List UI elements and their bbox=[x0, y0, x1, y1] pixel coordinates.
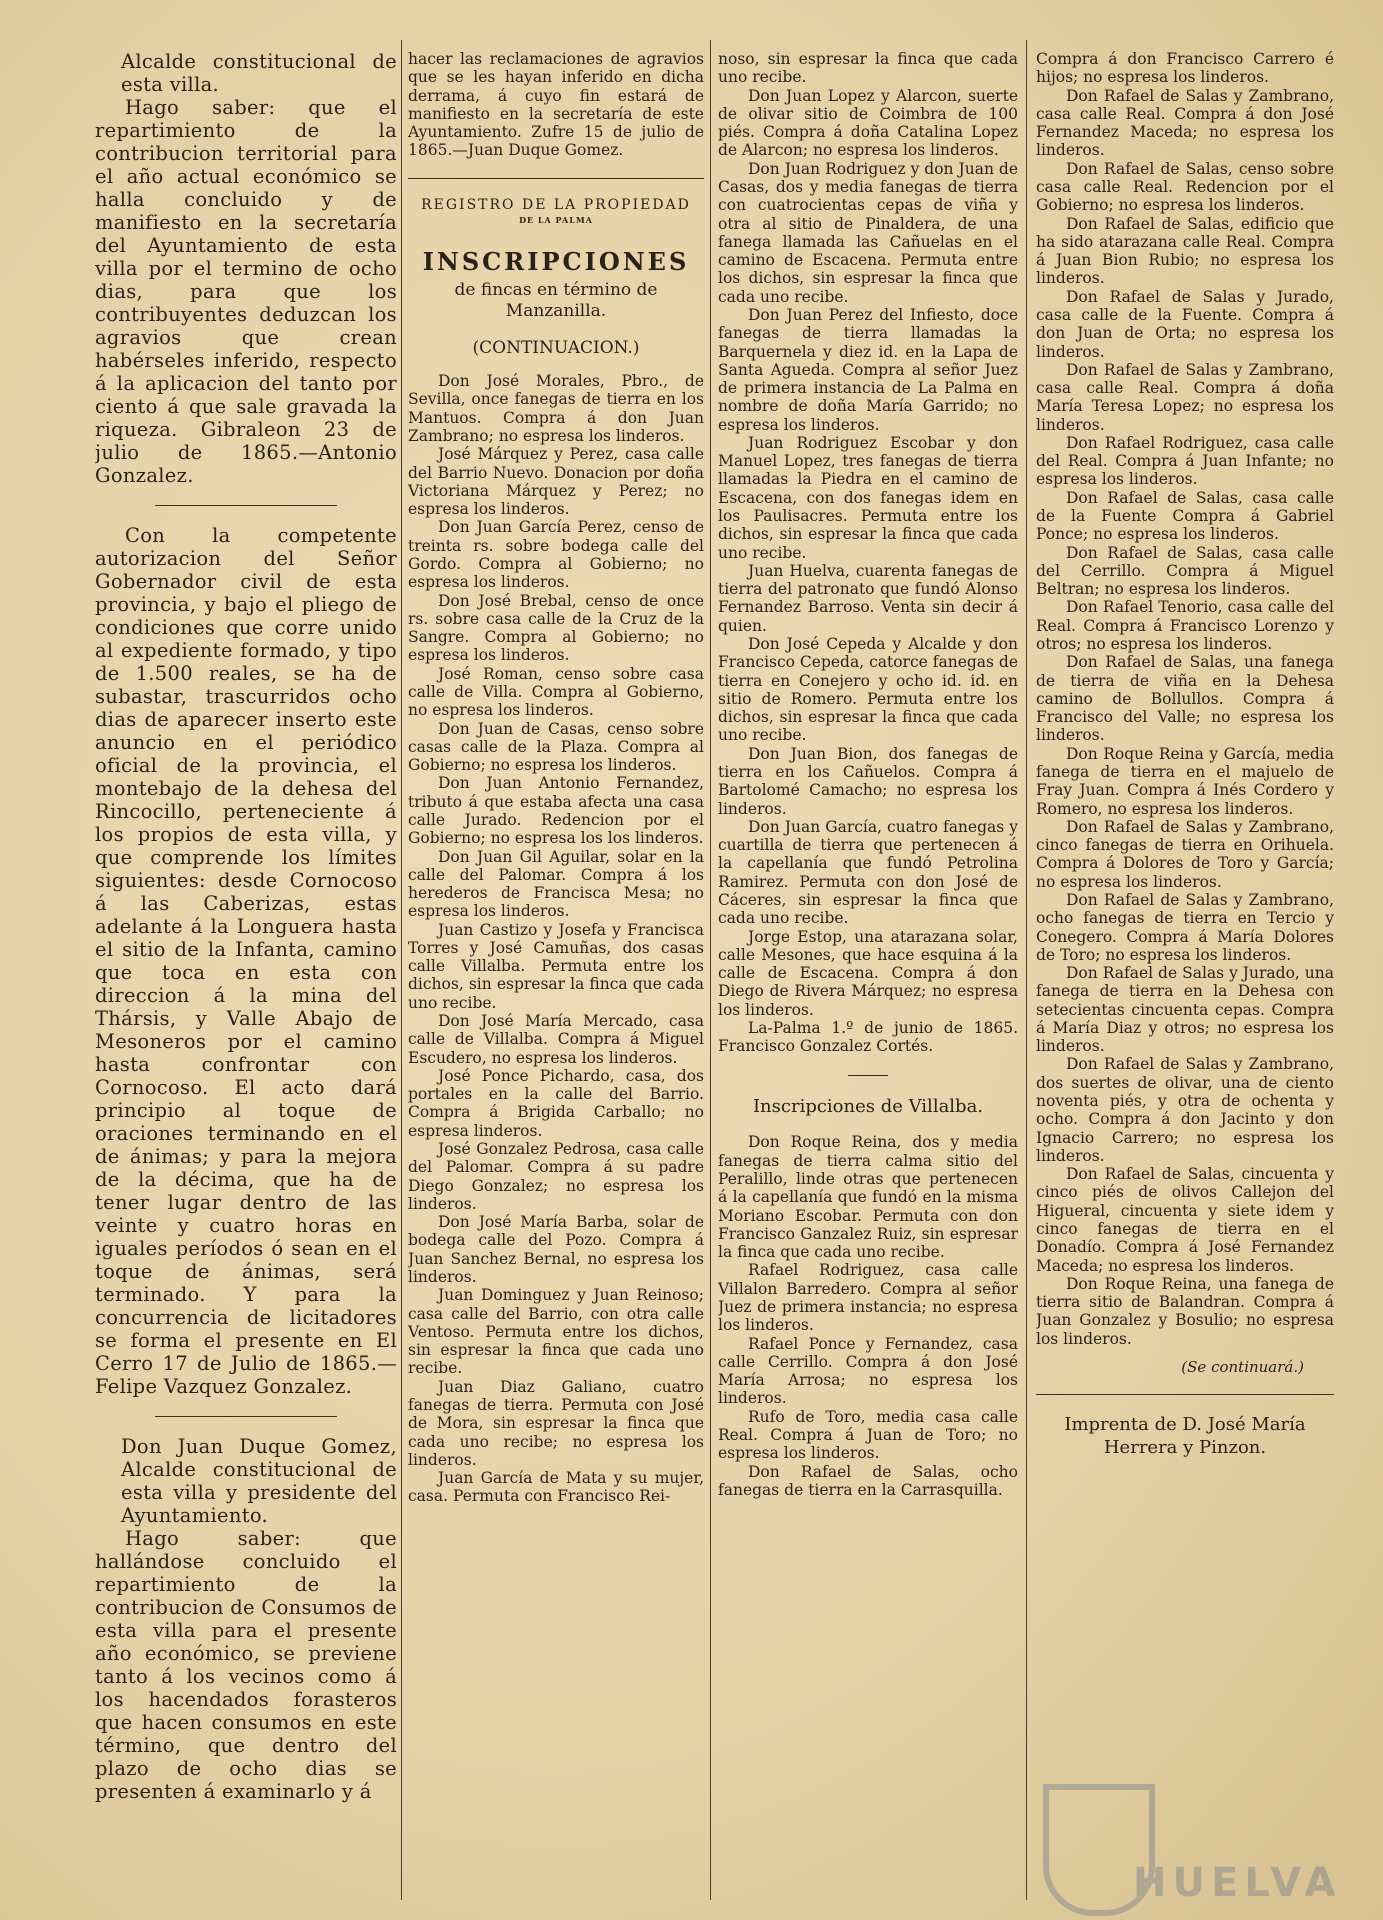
list-item: Compra á don Francisco Carrero é hijos; no espresa los linderos. bbox=[1036, 50, 1334, 87]
continuacion-label: (CONTINUACION.) bbox=[472, 338, 640, 359]
list-item: Don Rafael de Salas, casa calle de la Fuente Compra á Gabriel Ponce; no espresa los linderos. bbox=[1036, 488, 1334, 544]
list-item: Juan Dominguez y Juan Reinoso; casa calle del Barrio, con otra calle Ventoso. Permuta entre los dichos, sin espresar la finca que cada uno recibe. bbox=[408, 1286, 704, 1378]
column-4 bbox=[1036, 50, 1334, 1890]
list-item: Don Juan Antonio Fernandez, tributo á que estaba afecta una casa calle Jurado. Redencion por el Gobierno; no espresa los los linderos. bbox=[408, 774, 704, 848]
imprenta-line-2: Herrera y Pinzon. bbox=[1103, 1437, 1267, 1459]
list-item: Don Rafael de Salas y Zambrano, casa calle Real. Compra á doña María Teresa Lopez; no espresa los linderos. bbox=[1036, 360, 1334, 434]
registro-title: REGISTRO DE LA PROPIEDAD bbox=[421, 196, 691, 213]
column-rule bbox=[710, 40, 711, 1900]
list-item: Don Juan Bion, dos fanegas de tierra en los Cañuelos. Compra á Bartolomé Camacho; no espresa los linderos. bbox=[718, 744, 1018, 818]
list-item: Rufo de Toro, media casa calle Real. Compra á Juan de Toro; no espresa los linderos. bbox=[718, 1407, 1018, 1463]
list-item: Don Rafael de Salas y Zambrano, cinco fanegas de tierra en Orihuela. Compra á Dolores de Toro y García; no espresa los linderos. bbox=[1036, 817, 1334, 891]
list-item: José Gonzalez Pedrosa, casa calle del Palomar. Compra á su padre Diego Gonzalez; no espresa los linderos. bbox=[408, 1140, 704, 1213]
list-item: Don Juan Lopez y Alarcon, suerte de olivar sitio de Coimbra de 100 piés. Compra á doña Catalina Lopez de Alarcon; no espresa los linderos. bbox=[718, 86, 1018, 160]
list-item: Don Juan Rodriguez y don Juan de Casas, dos y media fanegas de tierra con cuatrocientas cepas de viña y otra al sitio de Pinaldera, de una fanega llamada las Cañuelas en el camino de Escacena. Permuta entre los dichos, sin espresar la finca que cada uno recibe. bbox=[718, 159, 1018, 306]
notice-zufre-cont: hacer las reclamaciones de agravios que se les hayan inferido en dicha derrama, á cuyo fin estará de manifiesto en la secretaría de este Ayuntamiento. Zufre 15 de julio de 1865.—Juan Duque Gomez. bbox=[408, 50, 704, 160]
list-item: Don Rafael de Salas y Zambrano, dos suertes de olivar, una de ciento noventa piés, y otra de ochenta y ocho. Compra á don Jacinto y don Ignacio Carrero; no espresa los linderos. bbox=[1036, 1055, 1334, 1165]
list-item: Juan García de Mata y su mujer, casa. Permuta con Francisco Rei- bbox=[408, 1469, 704, 1506]
list-item: Juan Rodriguez Escobar y don Manuel Lopez, tres fanegas de tierra llamadas la Piedra en el camino de Escacena, con dos fanegas idem en los Paulisacres. Permuta entre los dichos, sin espresar la finca que cada uno recibe. bbox=[718, 433, 1018, 562]
column-1 bbox=[95, 50, 397, 1890]
separator bbox=[408, 178, 704, 179]
list-item: Don Rafael de Salas y Zambrano, casa calle Real. Compra á don José Fernandez Maceda; no espresa los linderos. bbox=[1036, 86, 1334, 160]
list-item: Don Roque Reina, una fanega de tierra sitio de Balandran. Compra á Juan Gonzalez y Bosulio; no espresa los linderos. bbox=[1036, 1274, 1334, 1348]
separator bbox=[155, 1416, 336, 1417]
signature-la-palma: La-Palma 1.º de junio de 1865. Francisco Gonzalez Cortés. bbox=[718, 1018, 1018, 1056]
list-item: Don José María Barba, solar de bodega calle del Pozo. Compra á Juan Sanchez Bernal, no espresa los linderos. bbox=[408, 1213, 704, 1286]
list-item: Don Juan Gil Aguilar, solar en la calle del Palomar. Compra á los herederos de Francisca Mesa; no espresa los linderos. bbox=[408, 847, 704, 921]
list-item: Don Juan Perez del Infiesto, doce fanegas de tierra llamadas la Barquernela y diez id. en la Lapa de Santa Agueda. Compra al señor Juez de primera instancia de La Palma en nombre de doña María Garrido; no espresa los linderos. bbox=[718, 305, 1018, 434]
list-item: José Márquez y Perez, casa calle del Barrio Nuevo. Donacion por doña Victoriana Márquez y Perez; no espresa los linderos. bbox=[408, 445, 704, 519]
inscripciones-subtitle: de fincas en término de Manzanilla. bbox=[454, 279, 658, 321]
library-watermark bbox=[1043, 1774, 1343, 1914]
column-3 bbox=[718, 50, 1018, 1890]
list-item: José Ponce Pichardo, casa, dos portales en la calle del Barrio. Compra á Brigida Carballo; no espresa linderos. bbox=[408, 1066, 704, 1140]
continuara-note: (Se continuará.) bbox=[1181, 1357, 1304, 1376]
imprenta-line-1: Imprenta de D. José María bbox=[1064, 1413, 1306, 1435]
list-item: Don Rafael de Salas y Jurado, una fanega de tierra en la Dehesa con setecientas cincuenta cepas. Compra á María Diaz y otros; no espresa los linderos. bbox=[1036, 964, 1334, 1056]
list-item: Don Roque Reina, dos y media fanegas de tierra calma sitio del Peralillo, linde otras que pertenecen á la capellanía que fundó en la misma Moriano Escobar. Permuta con don Francisco Ganzalez Ruiz, sin espresar la finca que cada uno recibe. bbox=[718, 1133, 1018, 1262]
separator bbox=[155, 505, 336, 506]
list-item: Jorge Estop, una atarazana solar, calle Mesones, que hace esquina á la calle de Escacena. Compra á don Diego de Rivera Márquez; no espresa los linderos. bbox=[718, 927, 1018, 1019]
list-item: Don Juan García, cuatro fanegas y cuartilla de tierra que pertenecen á la capellanía que fundó Petrolina Ramirez. Permuta con don José de Cáceres, sin espresar la finca que cada uno recibe. bbox=[718, 817, 1018, 928]
list-item: Juan Diaz Galiano, cuatro fanegas de tierra. Permuta con José de Mora, sin espresar la finca que cada uno recibe; no espresa los linderos. bbox=[408, 1377, 704, 1469]
list-item: Don José María Mercado, casa calle de Villalba. Compra á Miguel Escudero, no espresa los linderos. bbox=[408, 1012, 704, 1067]
list-item: Don Rafael de Salas, una fanega de tierra de viña en la Dehesa camino de Bollullos. Compra á Francisco del Valle; no espresa los linderos. bbox=[1036, 653, 1334, 745]
list-item: Don Rafael de Salas, edificio que ha sido atarazana calle Real. Compra á Juan Bion Rubio; no espresa los linderos. bbox=[1036, 214, 1334, 288]
list-item: Don Juan de Casas, censo sobre casas calle de la Plaza. Compra al Gobierno; no espresa los linderos. bbox=[408, 719, 704, 775]
notice-zufre: Hago saber: que hallándose concluido el repartimiento de la contribucion de Consumos de esta villa para el presente año económico, se previene tanto á los vecinos como á los hacendados forasteros que hacen consumos en este término, que dentro del plazo de ocho dias se presenten á examinarlo y á bbox=[95, 1527, 397, 1803]
column-2 bbox=[408, 50, 704, 1890]
list-item: Don Rafael de Salas y Zambrano, ocho fanegas de tierra en Tercio y Conegero. Compra á María Dolores de Toro; no espresa los linderos. bbox=[1036, 890, 1334, 964]
list-item: José Roman, censo sobre casa calle de Villa. Compra al Gobierno, no espresa los linderos. bbox=[408, 664, 704, 720]
list-item: Don Roque Reina y García, media fanega de tierra en el majuelo de Fray Juan. Compra á Inés Cordero y Romero, no espresa los linderos. bbox=[1036, 744, 1334, 818]
imprenta-credit bbox=[1036, 1413, 1334, 1460]
separator bbox=[1036, 1394, 1334, 1395]
notice-gibraleon: Hago saber: que el repartimiento de la contribucion territorial para el año actual económico se halla concluido y de manifiesto en la secretaría del Ayuntamiento de esta villa por el termino de ocho dias, para que los contribuyentes deduzcan los agravios que crean habérseles inferido, respecto á la aplicacion del tanto por ciento á que sale gravada la riqueza. Gibraleon 23 de julio de 1865.—Antonio Gonzalez. bbox=[95, 96, 397, 487]
watermark-text: HUELVA bbox=[1133, 1860, 1342, 1906]
list-item: Rafael Rodriguez, casa calle Villalon Barredero. Compra al señor Juez de primera instancia; no espresa los linderos. bbox=[718, 1261, 1018, 1335]
list-item: Juan Castizo y Josefa y Francisca Torres y José Camuñas, dos casas calle Villalba. Permuta entre los dichos, sin espresar la finca que cada uno recibe. bbox=[408, 920, 704, 1012]
list-item: Juan Huelva, cuarenta fanegas de tierra del patronato que fundó Alonso Fernandez Barroso. Venta sin decir á quien. bbox=[718, 561, 1018, 635]
list-item: Don Rafael de Salas, censo sobre casa calle Real. Redencion por el Gobierno; no espresa los linderos. bbox=[1036, 159, 1334, 215]
list-item: Don Rafael de Salas, cincuenta y cinco piés de olivos Callejon del Higueral, cincuenta y siete idem y cinco fanegas de tierra en el Donadío. Compra á José Fernandez Maceda; no espresa los linderos. bbox=[1036, 1165, 1334, 1275]
heading-alcalde: Alcalde constitucional de esta villa. bbox=[121, 50, 397, 96]
separator bbox=[848, 1075, 888, 1076]
list-item: Don Juan García Perez, censo de treinta rs. sobre bodega calle del Gordo. Compra al Gobierno; no espresa los linderos. bbox=[408, 518, 704, 592]
list-item: Rafael Ponce y Fernandez, casa calle Cerrillo. Compra á don José María Arrosa; no espresa los linderos. bbox=[718, 1334, 1018, 1408]
column-rule bbox=[1026, 40, 1027, 1900]
list-item: Don José Morales, Pbro., de Sevilla, once fanegas de tierra en los Mantuos. Compra á don Juan Zambrano; no espresa los linderos. bbox=[408, 372, 704, 446]
column-rule bbox=[401, 40, 402, 1900]
list-item: Don Rafael Rodriguez, casa calle del Real. Compra á Juan Infante; no espresa los linderos. bbox=[1036, 433, 1334, 489]
list-item: Don José Brebal, censo de once rs. sobre casa calle de la Cruz de la Sangre. Compra al Gobierno; no espresa los linderos. bbox=[408, 591, 704, 665]
list-item: Don José Cepeda y Alcalde y don Francisco Cepeda, catorce fanegas de tierra en Conejero y ocho id. id. en sitio de Romero. Permuta entre los dichos, sin espresar la finca que cada uno recibe. bbox=[718, 635, 1018, 745]
list-item: noso, sin espresar la finca que cada uno recibe. bbox=[718, 50, 1018, 87]
list-item: Don Rafael de Salas y Jurado, casa calle de la Fuente. Compra á don Juan de Orta; no espresa los linderos. bbox=[1036, 287, 1334, 361]
list-item: Don Rafael de Salas, casa calle del Cerrillo. Compra á Miguel Beltran; no espresa los linderos. bbox=[1036, 543, 1334, 599]
villalba-heading: Inscripciones de Villalba. bbox=[752, 1096, 984, 1118]
inscripciones-title: INSCRIPCIONES bbox=[422, 246, 690, 276]
notice-el-cerro: Con la competente autorizacion del Señor Gobernador civil de esta provincia, y bajo el pliego de condiciones que corre unido al expediente formado, y tipo de 1.500 reales, se ha de subastar, trascurridos ocho dias de aparecer inserto este anuncio en el periódico oficial de la provincia, el montebajo de la dehesa del Rincocillo, perteneciente á los propios de esta villa, y que comprende los límites siguientes: desde Cornocoso á las Caberizas, estas adelante á la Longuera hasta el sitio de la Infanta, camino que toca en esta con direccion á la mina del Thársis, y Valle Abajo de Mesoneros por el camino hasta confrontar con Cornocoso. El acto dará principio al toque de oraciones terminando en el de ánimas; y para la mejora de la décima, que ha de tener lugar dentro de las veinte y cuatro horas en iguales períodos ó sean en el toque de ánimas, será terminado. Y para la concurrencia de licitadores se forma el presente en El Cerro 17 de Julio de 1865.—Felipe Vazquez Gonzalez. bbox=[95, 524, 397, 1398]
list-item: Don Rafael de Salas, ocho fanegas de tierra en la Carrasquilla. bbox=[718, 1462, 1018, 1499]
registro-subtitle: DE LA PALMA bbox=[519, 214, 593, 225]
heading-juan-duque: Don Juan Duque Gomez, Alcalde constitucional de esta villa y presidente del Ayuntamiento. bbox=[121, 1435, 397, 1527]
list-item: Don Rafael Tenorio, casa calle del Real. Compra á Francisco Lorenzo y otros; no espresa los linderos. bbox=[1036, 598, 1334, 653]
